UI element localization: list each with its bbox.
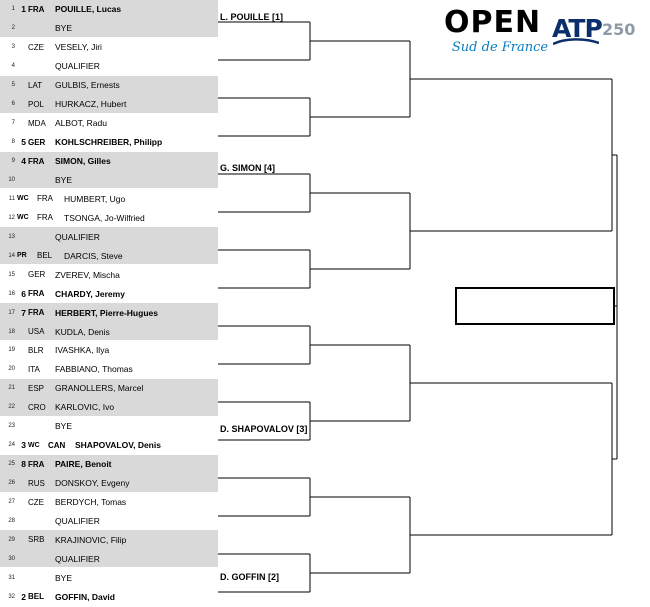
slot-player-name: QUALIFIER (55, 553, 100, 564)
draw-slot[interactable] (0, 398, 218, 417)
slot-player-name: ALBOT, Radu (55, 118, 107, 129)
slot-number: 31 (8, 574, 15, 581)
slot-number: 15 (8, 271, 15, 278)
slot-country: POL (28, 99, 45, 109)
draw-pair[interactable] (0, 152, 218, 190)
slot-number: 2 (11, 25, 15, 32)
draw-pair[interactable] (0, 417, 218, 455)
draw-slot[interactable] (0, 587, 218, 606)
slot-number: 26 (8, 480, 15, 487)
slot-number: 10 (8, 176, 15, 183)
slot-country: USA (28, 327, 45, 337)
draw-pair[interactable] (0, 0, 218, 38)
draw-slot[interactable] (0, 474, 218, 493)
slot-number: 14 (8, 252, 15, 259)
slot-seed: 1 (21, 4, 26, 15)
slot-player-name: QUALIFIER (55, 231, 100, 242)
atp-250-logo (552, 14, 642, 58)
slot-number: 5 (11, 82, 15, 89)
draw-slot[interactable] (0, 246, 218, 265)
slot-player-name: GULBIS, Ernests (55, 80, 120, 91)
draw-slot[interactable] (0, 265, 218, 284)
slot-player-name: FABBIANO, Thomas (55, 364, 133, 375)
atp-wordmark: ATP (552, 14, 602, 43)
draw-slot[interactable] (0, 417, 218, 436)
draw-slot[interactable] (0, 57, 218, 76)
slot-number: 29 (8, 536, 15, 543)
slot-player-name: HERBERT, Pierre-Hugues (55, 307, 158, 318)
slot-number: 22 (8, 404, 15, 411)
slot-number: 25 (8, 461, 15, 468)
draw-pair[interactable] (0, 303, 218, 341)
slot-player-name: KARLOVIC, Ivo (55, 402, 115, 413)
slot-number: 30 (8, 555, 15, 562)
draw-slot[interactable] (0, 152, 218, 171)
round2-winner-label: L. POUILLE [1] (220, 12, 283, 22)
atp-level-label: 250 (602, 20, 636, 39)
slot-player-name: TSONGA, Jo-Wilfried (64, 212, 145, 223)
slot-player-name: DARCIS, Steve (64, 250, 123, 261)
slot-player-name: BYE (55, 23, 73, 34)
slot-player-name: HURKACZ, Hubert (55, 99, 127, 110)
slot-player-name: BYE (55, 421, 73, 432)
slot-country: BLR (28, 345, 44, 355)
slot-number: 24 (8, 442, 15, 449)
slot-number: 27 (8, 499, 15, 506)
draw-pair[interactable] (0, 493, 218, 531)
draw-pair[interactable] (0, 114, 218, 152)
slot-country: FRA (28, 156, 45, 166)
draw-slot[interactable] (0, 341, 218, 360)
slot-seed: 3 (21, 440, 26, 451)
sud-de-france-wordmark: Sud de France (451, 40, 549, 55)
round2-winner-label: D. GOFFIN [2] (220, 572, 279, 582)
slot-country: CZE (28, 497, 44, 507)
slot-number: 17 (8, 309, 15, 316)
slot-player-name: BYE (55, 174, 73, 185)
slot-player-name: HUMBERT, Ugo (64, 193, 126, 204)
slot-player-name: KOHLSCHREIBER, Philipp (55, 137, 163, 148)
slot-seed: 7 (21, 307, 26, 318)
slot-player-name: KRAJINOVIC, Filip (55, 534, 127, 545)
draw-slot[interactable] (0, 171, 218, 190)
slot-country: SRB (28, 535, 45, 545)
slot-country: FRA (28, 308, 45, 318)
round1-column (0, 0, 218, 606)
draw-slot[interactable] (0, 322, 218, 341)
slot-player-name: GRANOLLERS, Marcel (55, 383, 144, 394)
round2-winner-label: G. SIMON [4] (220, 163, 276, 173)
draw-slot[interactable] (0, 95, 218, 114)
atp-swoosh-icon (553, 38, 599, 46)
slot-number: 4 (11, 63, 15, 70)
slot-country: GER (28, 270, 46, 280)
slot-seed: 4 (21, 156, 26, 167)
slot-country: BEL (28, 592, 44, 602)
slot-player-name: POUILLE, Lucas (55, 4, 122, 15)
draw-slot[interactable] (0, 114, 218, 133)
slot-seed: 5 (21, 137, 26, 148)
slot-country: FRA (28, 289, 45, 299)
draw-slot[interactable] (0, 0, 218, 19)
slot-player-name: BERDYCH, Tomas (55, 497, 127, 508)
draw-slot[interactable] (0, 379, 218, 398)
slot-number: 19 (8, 347, 15, 354)
slot-country: BEL (37, 251, 53, 261)
slot-player-name: SIMON, Gilles (55, 156, 111, 167)
slot-country: ESP (28, 383, 45, 393)
slot-player-name: QUALIFIER (55, 515, 100, 526)
draw-slot[interactable] (0, 455, 218, 474)
slot-number: 9 (11, 158, 15, 165)
slot-number: 32 (8, 593, 15, 600)
draw-slot[interactable] (0, 530, 218, 549)
draw-pair[interactable] (0, 455, 218, 493)
slot-player-name: KUDLA, Denis (55, 326, 110, 337)
draw-pair[interactable] (0, 265, 218, 303)
slot-status: WC (28, 441, 40, 449)
slot-country: MDA (28, 118, 46, 128)
slot-country: ITA (28, 364, 40, 374)
slot-number: 18 (8, 328, 15, 335)
open-sud-de-france-logo (444, 5, 559, 68)
open-wordmark: OPEN (444, 5, 542, 40)
slot-country: CZE (28, 42, 44, 52)
slot-seed: 6 (21, 288, 26, 299)
slot-number: 1 (11, 6, 15, 13)
slot-country: RUS (28, 478, 45, 488)
draw-pair[interactable] (0, 227, 218, 265)
draw-slot[interactable] (0, 303, 218, 322)
slot-number: 21 (8, 385, 15, 392)
slot-player-name: PAIRE, Benoit (55, 459, 112, 470)
final-winner-box (455, 287, 615, 325)
slot-number: 23 (8, 423, 15, 430)
slot-player-name: SHAPOVALOV, Denis (75, 440, 161, 451)
draw-slot[interactable] (0, 19, 218, 38)
slot-number: 16 (8, 290, 15, 297)
slot-country: LAT (28, 80, 43, 90)
draw-slot[interactable] (0, 38, 218, 57)
slot-number: 7 (11, 120, 15, 127)
draw-pair[interactable] (0, 530, 218, 568)
draw-slot[interactable] (0, 549, 218, 568)
slot-country: FRA (28, 4, 45, 14)
draw-slot[interactable] (0, 133, 218, 152)
draw-pair[interactable] (0, 568, 218, 606)
slot-player-name: CHARDY, Jeremy (55, 288, 125, 299)
draw-slot[interactable] (0, 189, 218, 208)
slot-seed: 8 (21, 459, 26, 470)
slot-country: FRA (37, 194, 53, 204)
slot-status: WC (17, 195, 29, 203)
slot-status: WC (17, 214, 29, 222)
slot-country: FRA (37, 213, 53, 223)
draw-slot[interactable] (0, 360, 218, 379)
slot-player-name: GOFFIN, David (55, 591, 115, 602)
slot-player-name: QUALIFIER (55, 61, 100, 72)
slot-player-name: BYE (55, 572, 73, 583)
draw-pair[interactable] (0, 38, 218, 76)
draw-slot[interactable] (0, 568, 218, 587)
draw-pair[interactable] (0, 189, 218, 227)
draw-slot[interactable] (0, 493, 218, 512)
draw-slot[interactable] (0, 512, 218, 531)
draw-slot[interactable] (0, 76, 218, 95)
slot-country: CRO (28, 402, 46, 412)
slot-player-name: IVASHKA, Ilya (55, 345, 110, 356)
slot-player-name: ZVEREV, Mischa (55, 269, 120, 280)
slot-number: 3 (11, 44, 15, 51)
slot-country: FRA (28, 459, 45, 469)
draw-pair[interactable] (0, 341, 218, 379)
round2-winner-label: D. SHAPOVALOV [3] (220, 424, 308, 434)
draw-slot[interactable] (0, 208, 218, 227)
slot-number: 13 (8, 233, 15, 240)
slot-seed: 2 (21, 591, 26, 602)
slot-number: 12 (8, 214, 15, 221)
slot-player-name: DONSKOY, Evgeny (55, 478, 130, 489)
slot-country: CAN (48, 440, 66, 450)
draw-pair[interactable] (0, 76, 218, 114)
slot-country: GER (28, 137, 46, 147)
draw-slot[interactable] (0, 227, 218, 246)
draw-pair[interactable] (0, 379, 218, 417)
draw-slot[interactable] (0, 284, 218, 303)
slot-player-name: VESELY, Jiri (55, 42, 102, 53)
slot-status: PR (17, 252, 27, 260)
slot-number: 20 (8, 366, 15, 373)
slot-number: 6 (11, 101, 15, 108)
slot-number: 8 (11, 139, 15, 146)
draw-slot[interactable] (0, 436, 218, 455)
slot-number: 11 (8, 195, 15, 202)
slot-number: 28 (8, 517, 15, 524)
